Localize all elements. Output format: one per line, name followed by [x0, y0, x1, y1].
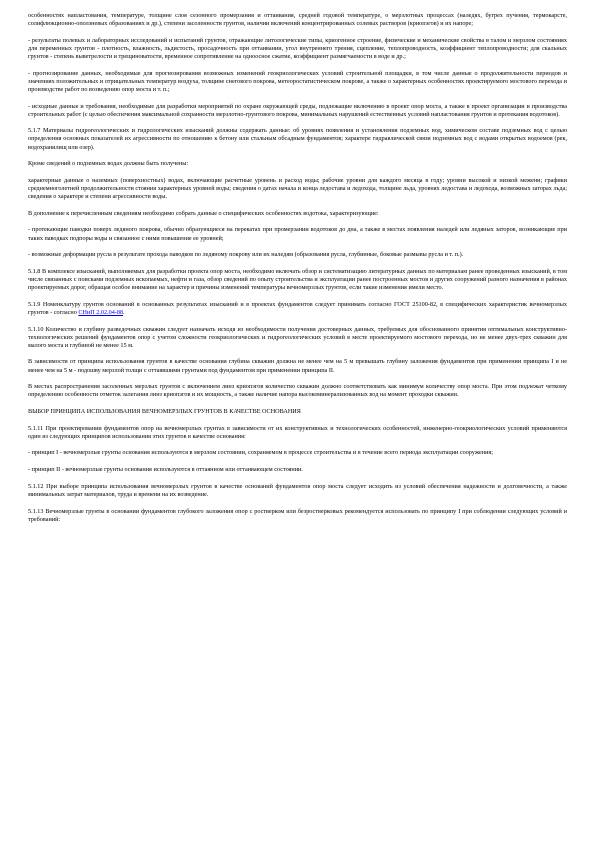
list-item-environment-requirements: - исходные данные и требования, необходимые для разработки мероприятий по охране окружающей среды, подлежащие включению в проект опор моста, а также в проект организации и производства строительных работ (с целью обеспечения максимальной сохранности мерзлотно-грунтового покрова, минимальных нарушений естественных условий напластования грунтов и протекания водотоков). — [28, 102, 567, 118]
list-item-principle-1: - принцип I - вечномерзлые грунты основания используются в мерзлом состоянии, сохраняемом в процессе строительства и в течение всего периода эксплуатации сооружения; — [28, 449, 493, 457]
clause-5-1-13: 5.1.13 Вечномерзлые грунты в основании фундаментов глубокого заложения опор с ростверком или безростверковых рекомендуется использовать по принципу I при соблюдении следующих условий и требований: — [28, 507, 567, 523]
list-item-forecast-data: - прогнозирование данных, необходимые для прогнозирования возможных изменений геокриологических условий строительной площадки, в том числе данные о продолжительности периодов и значениях положительных и отрицательных температур воздуха, толщине снегового покрова, метеоростатистическом покрове, а также о характерных особенностях проектируемого мостового перехода и производстве работ по возведению опор моста и т. п.; — [28, 69, 567, 93]
clause-5-1-9-end: . — [123, 308, 125, 316]
list-item-principle-2: - принцип II - вечномерзлые грунты основания используются в оттаянном или оттаивающем состоянии. — [28, 466, 303, 474]
clause-5-1-12: 5.1.12 При выборе принципа использования вечномерзлых грунтов в качестве оснований фундаментов опор моста следует исходить из условий обеспечения надежности и долговечности, а также минимальных затрат материалов, труда и времени на их возведение. — [28, 482, 567, 498]
clause-5-1-9-text: 5.1.9 Номенклатуру грунтов оснований в основанных результатах изысканий и в проектах фундаментов следует принимать согласно ГОСТ 25100-82, в специфических характеристик вечномерзлых грунтов - согласно — [28, 300, 567, 316]
clause-5-1-7: 5.1.7 Материалы гидрогеологических и гидрологических изысканий должны содержать данные: об уровнях появления и установления подземных вод, химическом составе подземных вод с целью определения основных показателей их агрессивности по отношению к бетону или стальным обсадным фундаментов; характере гидравлической связи подземных вод с водами открытых водоемов (рек, водохранилищ или озер). — [28, 127, 567, 151]
paragraph-continuation: особенностях напластования, температуре, толщине слоя сезонного промерзания и оттаивания, средней годовой температуре, о мерзлотных процессах (наледях, бугрех пучения, термокарсте, солифлюкционно-оползневых образованиях и др.), степени засоленности грунтов, наличии включений концентрированных солевых растворов (криопэгов) и их напоре; — [28, 12, 567, 28]
clause-5-1-9 — [28, 301, 567, 317]
paragraph-borehole-depth: В зависимости от принципа использования грунтов в качестве основания глубина скважин должна не менее чем на 5 м превышать глубину заложения фундаментов при применении принципа I и не менее чем на 5 м - подошву мерзлой толщи с оттаявшими грунтами под фундаментом при применении принципа II. — [28, 358, 567, 374]
clause-5-1-11: 5.1.11 При проектировании фундаментов опор на вечномерзлых грунтах в зависимости от их конструктивных и технологических особенностей, инженерно-геокриологических условий применяются один из следующих принципов использования этих грунтов в качестве основания: — [28, 424, 567, 440]
list-item-floods: - протекающие паводки поверх ледяного покрова, обычно образующиеся на перекатах при промерзании водотоков до дна, а также в местах появления наледей или ледяных заторов, возникающие при таких паводках подпоры воды и связанное с ними повышение ее уровней; — [28, 226, 567, 242]
clause-5-1-8: 5.1.8 В комплексе изысканий, выполняемых для разработки проекта опор моста, необходимо включать обзор и систематизацию литературных данных по материалам ранее проведенных изысканий, в том числе связанных с поисками подземных ископаемых, нефти и газа, обзор сведений по опыту строительства и эксплуатации ранее построенных мостов и других сооружений разного назначения в районах проектируемых дорог, обращая особое внимание на характер и причины изменений температуры вечномерзлых грунтов, если такие изменения имели место. — [28, 267, 567, 292]
list-item-field-lab-results: - результаты полевых и лабораторных исследований и испытаний грунтов, отражающие литологические типы, криогенное строение, физические и механические свойства в талом и мерзлом состояниях для переменных грунтов - плотность, влажность, льдистость, просадочность при оттаивании, угол внутреннего трения, сцепление, теплопроводность, коэффициент теплопроводности; для скальных грунтов - степень выветрелости и трещиноватости, временное сопротивление на одноосное сжатие, коэффициент размягчаемости в воде и др.; — [28, 36, 567, 60]
paragraph-groundwater-intro: Кроме сведений о подземных водах должны быть получены: — [28, 160, 189, 168]
snip-reference-link[interactable]: СНиП 2.02.04-88 — [78, 308, 124, 316]
section-heading: ВЫБОР ПРИНЦИПА ИСПОЛЬЗОВАНИЯ ВЕЧНОМЕРЗЛЫХ ГРУНТОВ В КАЧЕСТВЕ ОСНОВАНИЯ — [28, 408, 301, 415]
clause-5-1-10: 5.1.10 Количество и глубину разведочных скважин следует назначать исходя из необходимости получения достоверных данных, требуемых для обоснованного принятия оптимальных конструктивно-технологических решений фундаментов опор с учетом сложности геокриологических и гидрогеологических условий в месте проектируемого мостового перехода, но не менее двух-трех скважин для малого моста и глубиной не менее 15 м. — [28, 325, 567, 349]
paragraph-surface-water: характерные данные о наземных (поверхностных) водах, включающие расчетные уровень и расход воды; рабочие уровни для каждого месяца в году; уровни высокой и низкой межени; графики среднемноголетней продолжительности стояния характерных уровней воды; сведения о датах начала и конца ледостава и ледохода, толщине льда, уровнях ледостава и ледохода, возможных заторах льда; сведения о характере и степени агрессивности воды. — [28, 176, 567, 201]
paragraph-saline-soils: В местах распространения засоленных мерзлых грунтов с включением линз криопэгов количество скважин должно соответствовать как минимум количеству опор моста. При этом подлежат четкому определению особенности отметок залегания линз криопэгов и их мощность, а также наличие напора высокоминерализованных вод на момент проходки скважин. — [28, 383, 567, 399]
paragraph-watercourse-intro: В дополнение к перечисленным сведениям необходимо собрать данные о специфических особенностях водотока, характеризующие: — [28, 209, 379, 217]
list-item-channel-deformation: - возможные деформации русла в результате прохода паводков по ледяному покрову или их наледям (образования русла, глубинные, боковые размывы русла и т. п.). — [28, 251, 464, 259]
